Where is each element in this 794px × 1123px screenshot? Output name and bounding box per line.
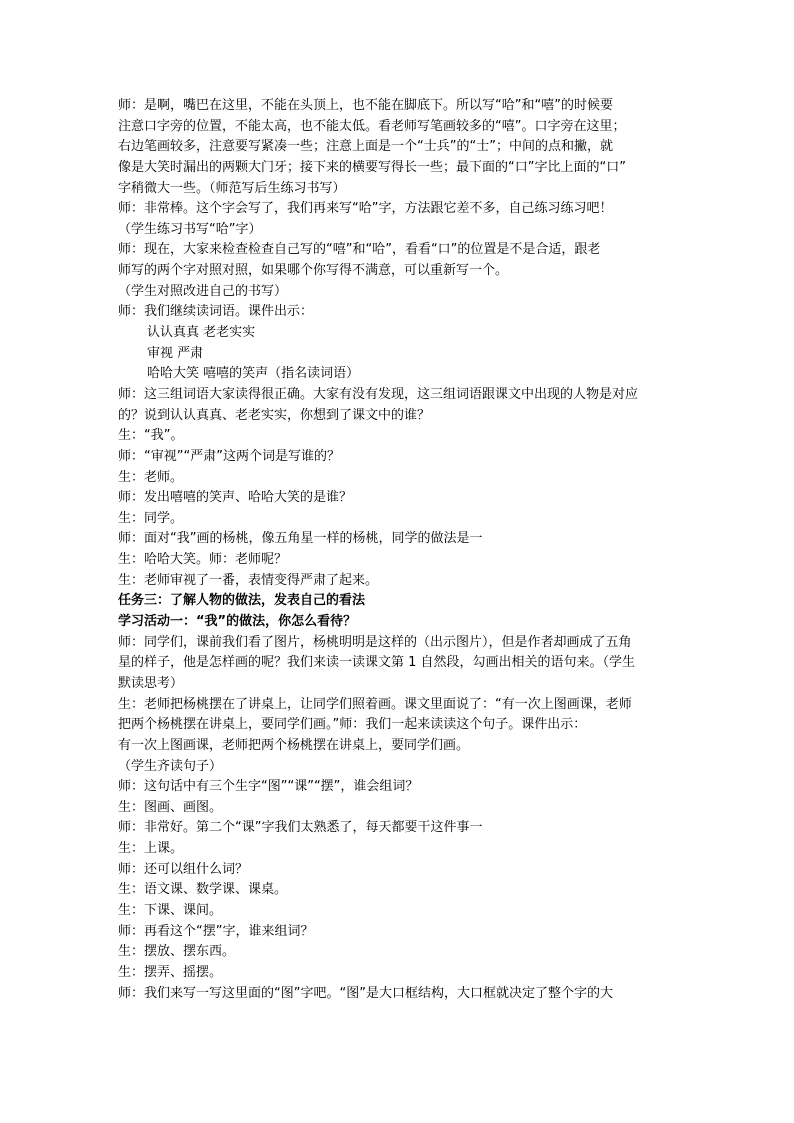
text-line: （学生对照改进自己的书写） (118, 283, 288, 299)
text-line: 有一次上图画课，老师把两个杨桃摆在讲桌上，要同学们画。 (118, 737, 470, 753)
text-line: 生：“我”。 (118, 428, 184, 444)
text-line: 师：现在，大家来检查检查自己写的“嘻”和“哈”，看看“口”的位置是不是合适，跟老 (118, 242, 601, 258)
text-line: 生：摆放、摆东西。 (118, 944, 236, 960)
text-line: 师：非常棒。这个字会写了，我们再来写“哈”字，方法跟它差不多，自己练习练习吧！ (118, 201, 613, 217)
text-line: 师：这句话中有三个生字“图”“课”“摆”，谁会组词？ (118, 779, 419, 795)
text-line: 师：“审视”“严肃”这两个词是写谁的？ (118, 448, 340, 464)
text-line: 师：这三组词语大家读得很正确。大家有没有发现，这三组词语跟课文中出现的人物是对应 (118, 386, 639, 402)
text-line: 生：语文课、数学课、课桌。 (118, 882, 288, 898)
text-line: 注意口字旁的位置，不能太高，也不能太低。看老师写笔画较多的“嘻”。口字旁在这里； (118, 118, 626, 134)
text-line: 师：面对“我”画的杨桃，像五角星一样的杨桃，同学的做法是一 (118, 531, 483, 547)
text-line: 师：我们继续读词语。课件出示： (118, 304, 314, 320)
text-line: 生：摆弄、摇摆。 (118, 964, 223, 980)
text-line: 默读思考） (118, 675, 184, 691)
section-heading: 任务三：了解人物的做法，发表自己的看法 (118, 593, 366, 609)
text-line: 师：同学们，课前我们看了图片，杨桃明明是这样的（出示图片），但是作者却画成了五角 (118, 634, 632, 650)
text-line: （学生齐读句子） (118, 758, 223, 774)
text-line: 生：老师审视了一番，表情变得严肃了起来。 (118, 572, 379, 588)
text-line: 生：哈哈大笑。师：老师呢？ (118, 552, 288, 568)
text-line: 生：图画、画图。 (118, 799, 223, 815)
text-line: 师：是啊，嘴巴在这里，不能在头顶上，也不能在脚底下。所以写“哈”和“嘻”的时候要 (118, 98, 613, 113)
text-line: 师：我们来写一写这里面的“图”字吧。“图”是大口框结构，大口框就决定了整个字的大 (118, 985, 613, 1001)
text-line: 生：同学。 (118, 510, 184, 526)
text-line: 师：发出嘻嘻的笑声、哈哈大笑的是谁？ (118, 490, 353, 506)
text-line: 右边笔画较多，注意要写紧凑一些；注意上面是一个“士兵”的“士”；中间的点和撇，就 (118, 139, 613, 155)
text-line: 字稍微大一些。（师范写后生练习书写） (118, 180, 346, 196)
text-line: 生：老师把杨桃摆在了讲桌上，让同学们照着画。课文里面说了：“有一次上图画课，老师 (118, 696, 632, 712)
text-line: 师：非常好。第二个“课”字我们太熟悉了，每天都要干这件事一 (118, 820, 483, 836)
text-line: 像是大笑时漏出的两颗大门牙；接下来的横要写得长一些；最下面的“口”字比上面的“口” (118, 159, 626, 175)
section-heading: 学习活动一：“我”的做法，你怎么看待？ (118, 614, 357, 630)
document-page (118, 96, 678, 1004)
text-line: 生：上课。 (118, 841, 184, 857)
text-line: 师写的两个字对照对照，如果哪个你写得不满意，可以重新写一个。 (118, 263, 509, 279)
text-line: 生：下课、课间。 (118, 902, 223, 918)
text-line: 审视 严肃 (147, 345, 204, 361)
text-line: 的？说到认认真真、老老实实，你想到了课文中的谁？ (118, 407, 431, 423)
text-line: 师：再看这个“摆”字，谁来组词？ (118, 923, 314, 939)
text-line: 师：还可以组什么词？ (118, 861, 249, 877)
text-line: 哈哈大笑 嘻嘻的笑声（指名读词语） (147, 366, 360, 382)
text-line: 生：老师。 (118, 469, 184, 485)
text-line: 星的样子，他是怎样画的呢？我们来读一读课文第 1 自然段，勾画出相关的语句来。（学生 (118, 655, 636, 671)
text-line: 认认真真 老老实实 (147, 325, 256, 341)
text-line: （学生练习书写“哈”字） (118, 221, 262, 237)
text-line: 把两个杨桃摆在讲桌上，要同学们画。”师：我们一起来读读这个句子。课件出示： (118, 717, 587, 733)
